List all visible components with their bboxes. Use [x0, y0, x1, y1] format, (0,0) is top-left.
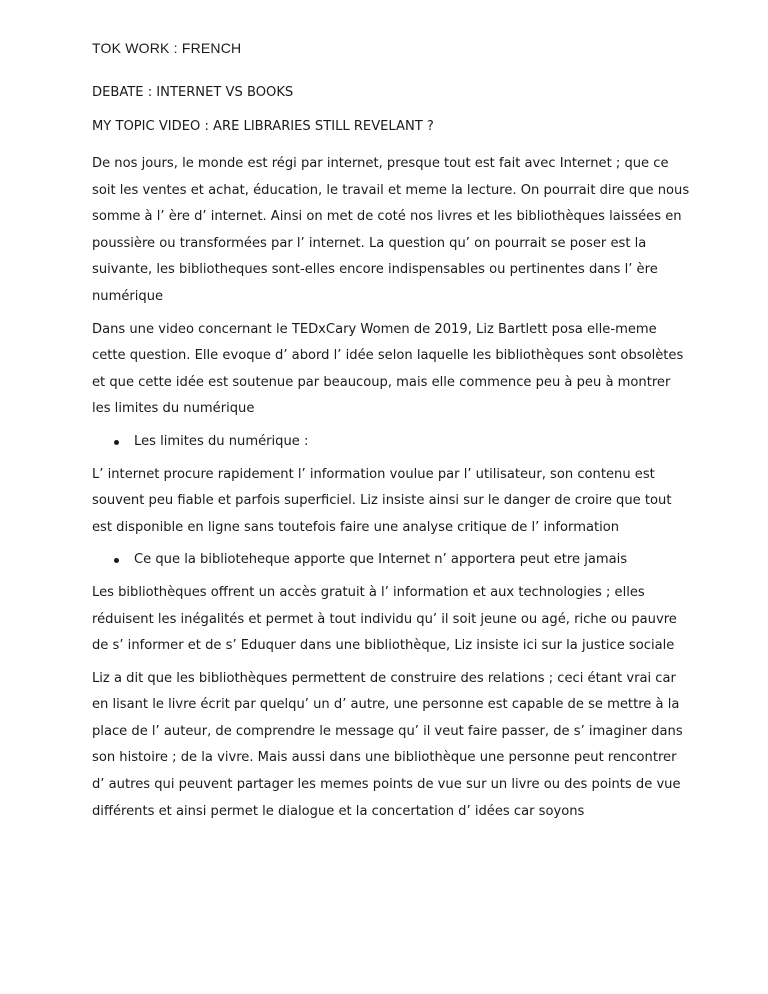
- paragraph-video: Dans une video concernant le TEDxCary Women de 2019, Liz Bartlett posa elle-meme cette question. Elle evoque d’ abord l’ idée selon laquelle les bibliothèques sont obsolètes et que cette idée est soutenue par beaucoup, mais elle commence peu à peu à montrer les limites du numérique: [92, 321, 684, 417]
- bullet-list-library: [92, 547, 692, 574]
- debate-title: DEBATE : INTERNET VS BOOKS: [92, 85, 294, 100]
- bullet-item-limits: [92, 429, 692, 456]
- document-page: [92, 38, 692, 831]
- bullet-icon: [114, 440, 119, 445]
- bullet-icon: [114, 558, 119, 563]
- bullet-item-library: [92, 547, 692, 574]
- bullet-text-limits: Les limites du numérique :: [134, 433, 309, 449]
- paragraph-access: Les bibliothèques offrent un accès gratuit à l’ information et aux technologies ; elles réduisent les inégalités et permet à tout individu qu’ il soit jeune ou agé, riche ou pauvre de s’ informer et de s’ Eduquer dans une bibliothèque, Liz insiste ici sur la justice sociale: [92, 584, 677, 654]
- document-header: TOK WORK : FRENCH: [92, 40, 242, 56]
- topic-video-title: MY TOPIC VIDEO : ARE LIBRARIES STILL REVELANT ?: [92, 119, 434, 134]
- paragraph-relations: Liz a dit que les bibliothèques permettent de construire des relations ; ceci étant vrai car en lisant le livre écrit par quelqu’ un d’ autre, une personne est capable de se mettre à la place de l’ auteur, de comprendre le message qu’ il veut faire passer, de s’ imaginer dans son histoire ; de la vivre. Mais aussi dans une bibliothèque une personne peut rencontrer d’ autres qui peuvent partager les memes points de vue sur un livre ou des points de vue différents et ainsi permet le dialogue et la concertation d’ idées car soyons: [92, 670, 683, 819]
- bullet-list-limits: [92, 429, 692, 456]
- paragraph-internet-limits: L’ internet procure rapidement l’ information voulue par l’ utilisateur, son contenu est souvent peu fiable et parfois superficiel. Liz insiste ainsi sur le danger de croire que tout est disponible en ligne sans toutefois faire une analyse critique de l’ information: [92, 466, 672, 535]
- bullet-text-library: Ce que la biblioteheque apporte que Internet n’ apportera peut etre jamais: [134, 552, 628, 568]
- paragraph-intro: De nos jours, le monde est régi par internet, presque tout est fait avec Internet ; que ce soit les ventes et achat, éducation, le travail et meme la lecture. On pourrait dire que nous somme à l’ ère d’ internet. Ainsi on met de coté nos livres et les bibliothèques laissées en poussière ou transformées par l’ internet. La question qu’ on pourrait se poser est la suivante, les bibliotheques sont-elles encore indispensables ou pertinentes dans l’ ère numérique: [92, 156, 690, 304]
